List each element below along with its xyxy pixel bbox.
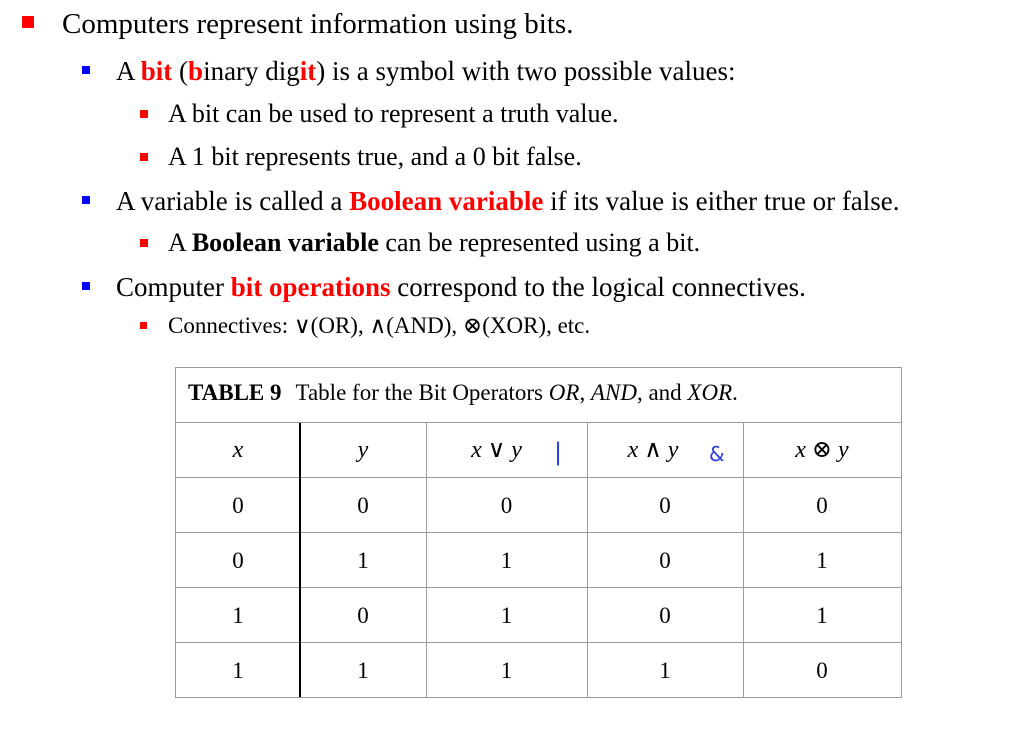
- header-y: y: [357, 437, 369, 463]
- text: A: [116, 56, 141, 86]
- cell-or: 1: [500, 603, 513, 628]
- bit-operators-table: [175, 367, 902, 698]
- square-bullet-icon: [140, 322, 147, 329]
- column-divider: [299, 423, 301, 697]
- header-xor: x ⊗ y: [795, 437, 849, 463]
- caption-or: OR: [548, 380, 580, 405]
- table-row: [176, 588, 901, 643]
- header-or: x ∨ y: [471, 437, 522, 463]
- square-bullet-icon: [82, 282, 90, 290]
- bullet-one-true: [168, 142, 582, 172]
- bullet-bit-operations: [116, 272, 806, 303]
- text: ) is a symbol with two possible values:: [316, 56, 736, 86]
- cell-xor: 0: [816, 493, 828, 518]
- cell-x: 0: [232, 548, 244, 573]
- table-row: [176, 533, 901, 588]
- table-label: TABLE 9: [188, 380, 282, 405]
- table-caption: [176, 368, 901, 423]
- caption-text: , and: [636, 380, 688, 405]
- cell-and: 1: [659, 658, 671, 683]
- header-or-cell: [426, 423, 587, 478]
- cell-x: 1: [232, 603, 244, 628]
- square-bullet-icon: [140, 153, 148, 161]
- bullet-truth-value: [168, 99, 619, 129]
- caption-text: Table for the Bit Operators: [295, 380, 549, 405]
- caption-and: AND: [590, 380, 637, 405]
- text: (: [172, 56, 189, 86]
- table-row: [176, 643, 901, 698]
- cell-xor: 1: [816, 548, 828, 573]
- term-it: it: [299, 56, 317, 86]
- or-annotation: |: [554, 438, 563, 466]
- text: Connectives: ∨(OR), ∧(AND), ⊗(XOR), etc.: [168, 313, 591, 338]
- text: if its value is either true or false.: [543, 186, 900, 216]
- square-bullet-icon: [22, 16, 34, 28]
- bullet-bit-definition: [116, 56, 736, 87]
- term-boolean-variable-bold: Boolean variable: [191, 228, 379, 257]
- text: A: [168, 228, 192, 257]
- column-divider: [743, 423, 744, 697]
- term-boolean-variable: Boolean variable: [349, 186, 544, 216]
- cell-or: 0: [500, 493, 513, 518]
- header-x: x: [232, 437, 244, 463]
- cell-and: 0: [659, 603, 671, 628]
- table-header-row: [176, 423, 901, 478]
- text: A variable is called a: [116, 186, 350, 216]
- bullet-connectives: [168, 313, 590, 339]
- column-divider: [587, 423, 588, 697]
- table-row: [176, 478, 901, 533]
- term-bit: bit: [140, 56, 173, 86]
- caption-xor: XOR: [687, 380, 733, 405]
- cell-or: 1: [500, 548, 513, 573]
- cell-xor: 0: [816, 658, 828, 683]
- term-b: b: [188, 56, 204, 86]
- bullet-boolean-variable: [116, 186, 900, 217]
- square-bullet-icon: [140, 110, 148, 118]
- text: Computer: [116, 272, 231, 302]
- square-bullet-icon: [82, 66, 90, 74]
- square-bullet-icon: [82, 196, 90, 204]
- column-divider: [426, 423, 427, 697]
- header-and: x ∧ y: [627, 437, 679, 463]
- bullet-text: Computers represent information using bits.: [62, 8, 574, 40]
- cell-and: 0: [659, 548, 671, 573]
- cell-y: 0: [357, 493, 369, 518]
- cell-xor: 1: [816, 603, 828, 628]
- and-annotation: &: [709, 442, 725, 466]
- cell-x: 0: [232, 493, 244, 518]
- header-and-cell: [587, 423, 743, 478]
- table-grid: [176, 423, 901, 697]
- cell-y: 0: [357, 603, 369, 628]
- bullet-computers-bits: [62, 8, 573, 41]
- text: A bit can be used to represent a truth value.: [168, 99, 619, 128]
- cell-or: 1: [500, 658, 513, 683]
- cell-and: 0: [659, 493, 671, 518]
- text: A 1 bit represents true, and a 0 bit false.: [168, 142, 582, 171]
- cell-y: 1: [357, 658, 369, 683]
- text: inary dig: [203, 56, 300, 86]
- square-bullet-icon: [140, 239, 148, 247]
- cell-x: 1: [232, 658, 244, 683]
- caption-text: .: [732, 380, 738, 405]
- text: can be represented using a bit.: [378, 228, 701, 257]
- text: correspond to the logical connectives.: [390, 272, 806, 302]
- cell-y: 1: [357, 548, 369, 573]
- term-bit-operations: bit operations: [230, 272, 391, 302]
- bullet-boolean-bit: [168, 228, 700, 258]
- caption-text: ,: [579, 380, 591, 405]
